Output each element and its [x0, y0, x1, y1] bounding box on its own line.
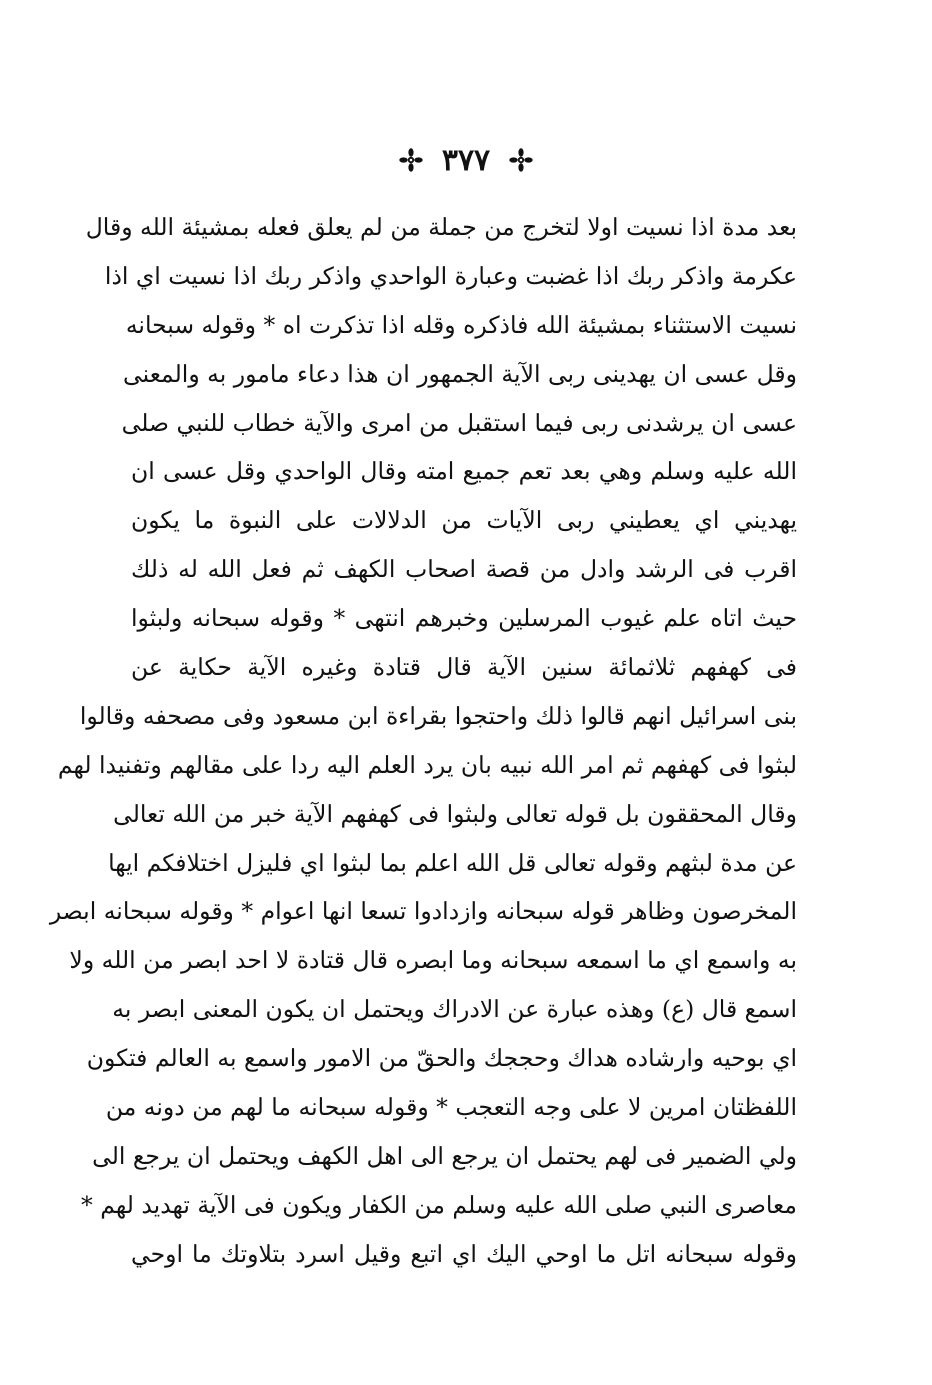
text-line: الله عليه وسلم وهي بعد تعم جميع امته وقال الواحدي وقل عسى ان	[131, 457, 797, 486]
text-line: فى كهفهم ثلاثمائة سنين الآية قال قتادة وغيره الآية حكاية عن	[131, 653, 797, 682]
text-line: بنى اسرائيل انهم قالوا ذلك واحتجوا بقراءة ابن مسعود وفى مصحفه وقالوا	[79, 701, 797, 730]
text-line: اللفظتان امرين لا على وجه التعجب * وقوله سبحانه ما لهم من دونه من	[105, 1093, 797, 1122]
floral-ornament-icon	[508, 147, 534, 173]
page-header	[0, 136, 932, 184]
text-line: اقرب فى الرشد وادل من قصة اصحاب الكهف ثم فعل الله له ذلك	[131, 555, 797, 584]
text-line: وقال المحققون بل قوله تعالى ولبثوا فى كهفهم الآية خبر من الله تعالى	[113, 799, 797, 828]
text-line: نسيت الاستثناء بمشيئة الله فاذكره وقله اذا تذكرت اه * وقوله سبحانه	[125, 310, 797, 339]
text-line: عن مدة لبثهم وقوله تعالى قل الله اعلم بما لبثوا اي فليزل اختلافكم ايها	[108, 848, 797, 877]
text-line: معاصرى النبي صلى الله عليه وسلم من الكفار ويكون فى الآية تهديد لهم *	[81, 1190, 797, 1219]
text-line: لبثوا فى كهفهم ثم امر الله نبيه بان يرد العلم اليه ردا على مقالهم وتفنيدا لهم	[57, 750, 797, 779]
text-line: وقل عسى ان يهدينى ربى الآية الجمهور ان هذا دعاء مامور به والمعنى	[123, 359, 797, 388]
text-line: اي بوحيه وارشاده هداك وحججك والحقّ من الامور واسمع به العالم فتكون	[86, 1044, 797, 1073]
page-number: ٣٧٧	[441, 142, 491, 178]
text-line: به واسمع اي ما اسمعه سبحانه وما ابصره قال قتادة لا احد ابصر من الله ولا	[69, 946, 797, 975]
text-line: عكرمة واذكر ربك اذا غضبت وعبارة الواحدي واذكر ربك اذا نسيت اي اذا	[104, 261, 797, 290]
text-line: حيث اتاه علم غيوب المرسلين وخبرهم انتهى * وقوله سبحانه ولبثوا	[131, 604, 797, 633]
text-line: بعد مدة اذا نسيت اولا لتخرج من جملة من لم يعلق فعله بمشيئة الله وقال	[85, 213, 797, 241]
text-line: عسى ان يرشدنى ربى فيما استقبل من امرى والآية خطاب للنبي صلى	[121, 408, 797, 437]
body-text	[49, 203, 797, 1279]
text-line: اسمع قال (ع) وهذه عبارة عن الادراك ويحتمل ان يكون المعنى ابصر به	[112, 995, 797, 1024]
text-line: يهديني اي يعطيني ربى الآيات من الدلالات على النبوة ما يكون	[131, 506, 797, 535]
text-line: ولي الضمير فى لهم يحتمل ان يرجع الى اهل الكهف ويحتمل ان يرجع الى	[92, 1141, 797, 1170]
text-line: وقوله سبحانه اتل ما اوحي اليك اي اتبع وقيل اسرد بتلاوتك ما اوحي	[131, 1239, 797, 1268]
floral-ornament-icon	[398, 147, 424, 173]
text-line: المخرصون وظاهر قوله سبحانه وازدادوا تسعا انها اعوام * وقوله سبحانه ابصر	[49, 897, 797, 926]
